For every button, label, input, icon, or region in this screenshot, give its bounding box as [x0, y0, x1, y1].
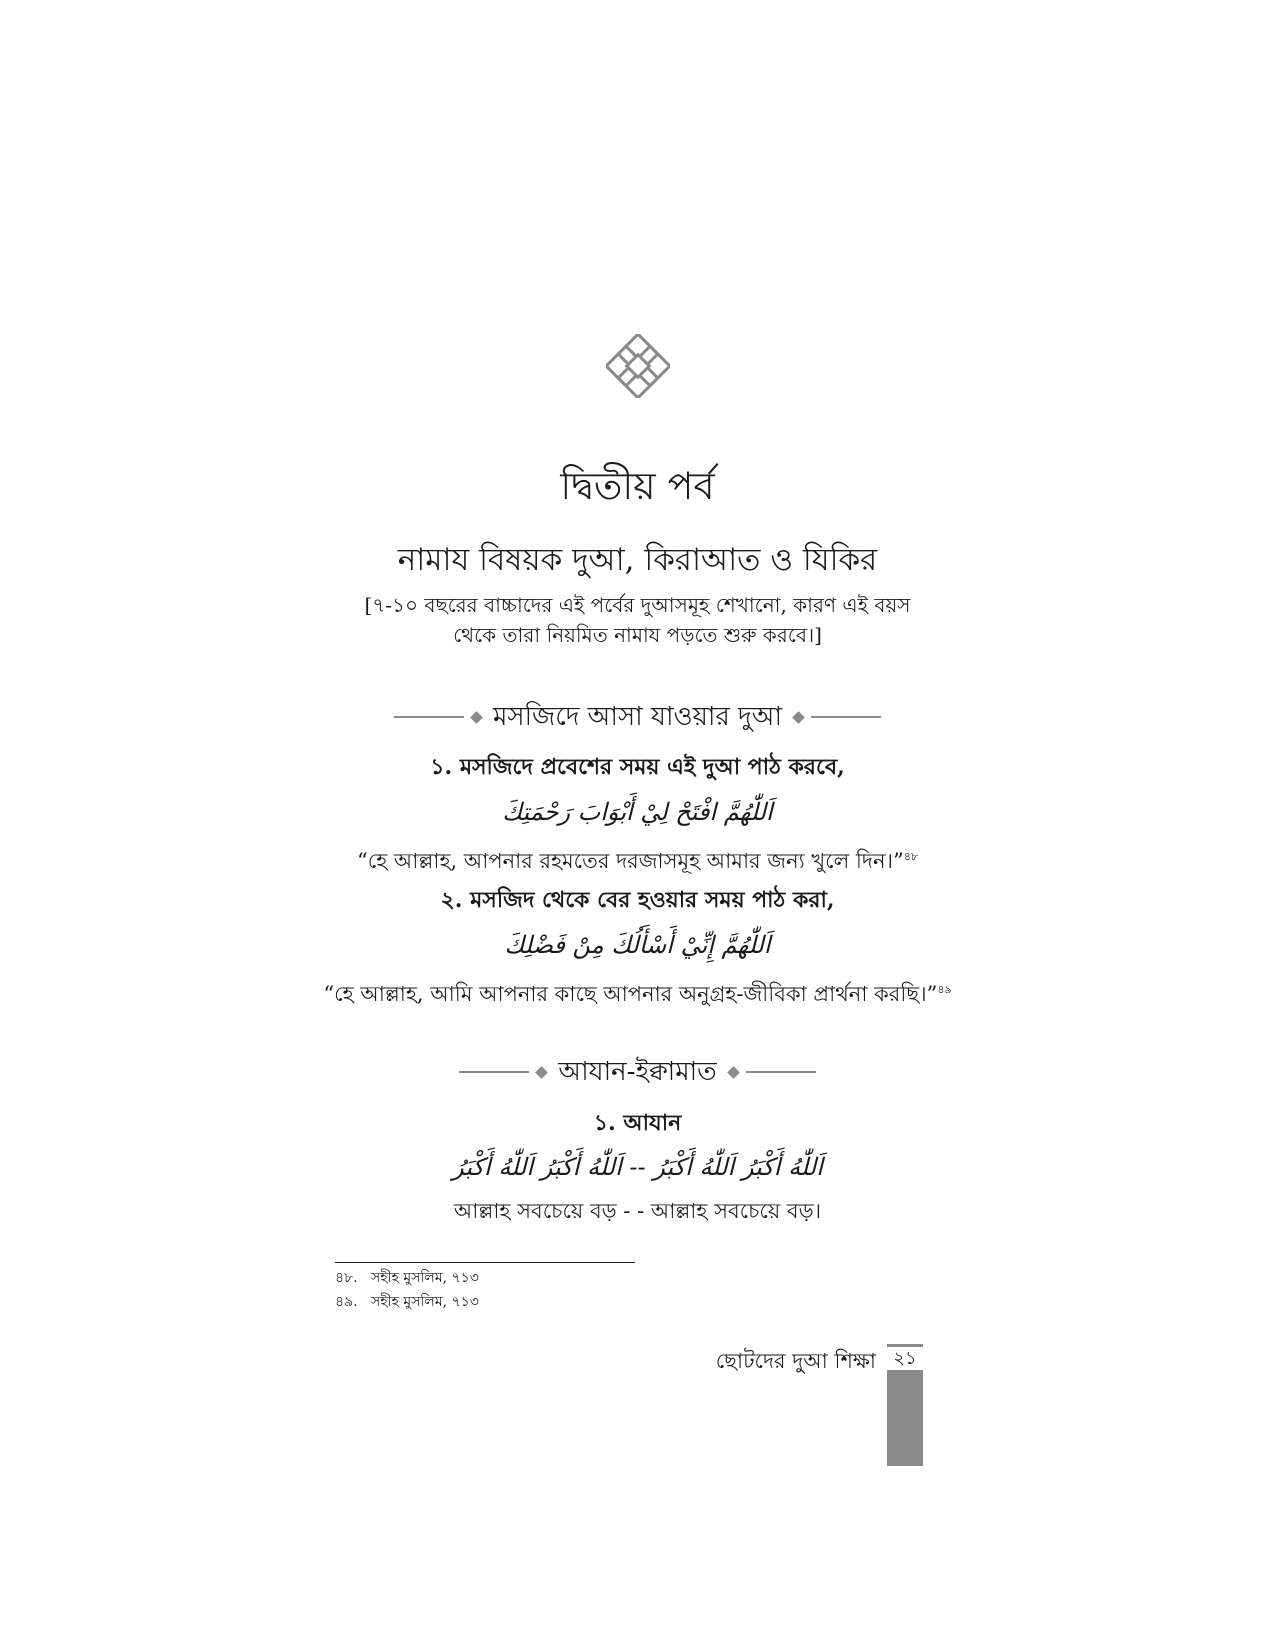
- arabic-dua: اَللّٰهُمَّ افْتَحْ لِيْ أَبْوَابَ رَحْمَتِكَ: [502, 798, 773, 826]
- dua-translation: [0, 842, 1275, 876]
- heading-rule-right: [746, 1071, 816, 1073]
- diamond-icon: [470, 711, 483, 724]
- part-note-line-2: থেকে তারা নিয়মিত নামায পড়তে শুরু করবে।]: [453, 623, 822, 647]
- azan-translation: আল্লাহ সবচেয়ে বড় - - আল্লাহ সবচেয়ে বড়।: [453, 1199, 822, 1223]
- heading-rule-left: [394, 716, 464, 718]
- diamond-icon: [792, 711, 805, 724]
- part-subtitle: নামায বিষয়ক দুআ, কিরাআত ও যিকির: [397, 542, 878, 578]
- footnote-rule: [335, 1262, 635, 1263]
- page-edge-tab: [887, 1370, 923, 1466]
- part-note-line-1: [৭-১০ বছরের বাচ্চাদের এই পর্বের দুআসমূহ শেখানো, কারণ এই বয়স: [364, 593, 911, 617]
- arabic-dua: اَللّٰهُمَّ إِنِّيْ أَسْأَلُكَ مِنْ فَضْلِكَ: [504, 931, 771, 959]
- diamond-icon: [535, 1066, 548, 1079]
- arabic-azan: اَللّٰهُ أَكْبَرُ اَللّٰهُ أَكْبَرُ -- اَللّٰهُ أَكْبَرُ اَللّٰهُ أَكْبَرُ: [452, 1153, 823, 1181]
- section-heading-label: মসজিদে আসা যাওয়ার দুআ: [492, 702, 783, 732]
- dua-translation: [0, 975, 1275, 1009]
- footnote: ৪৮. সহীহ মুসলিম, ৭১৩: [335, 1270, 479, 1286]
- part-title: দ্বিতীয় পর্ব: [560, 464, 715, 508]
- diamond-icon: [727, 1066, 740, 1079]
- section-heading-mosque: [0, 700, 1275, 734]
- part-note: [0, 590, 1275, 650]
- translation-text: “হে আল্লাহ, আমি আপনার কাছে আপনার অনুগ্রহ-জীবিকা প্রার্থনা করছি।”: [323, 982, 938, 1006]
- heading-rule-left: [459, 1071, 529, 1073]
- running-title: ছোটদের দুআ শিক্ষা: [715, 1349, 876, 1373]
- item-heading: ১. আযান: [593, 1110, 682, 1136]
- item-heading: ১. মসজিদে প্রবেশের সময় এই দুআ পাঠ করবে,: [430, 754, 845, 780]
- section-heading-label: আযান-ইক্বামাত: [558, 1057, 717, 1087]
- section-heading-azan: [0, 1055, 1275, 1089]
- footnote: ৪৯. সহীহ মুসলিম, ৭১৩: [335, 1294, 479, 1310]
- ornament-icon: [606, 334, 670, 398]
- page-number: ২১: [887, 1344, 923, 1371]
- heading-rule-right: [811, 716, 881, 718]
- footnote-ref: ৪৮: [903, 850, 919, 863]
- item-heading: ২. মসজিদ থেকে বের হওয়ার সময় পাঠ করা,: [440, 887, 835, 913]
- footnote-ref: ৪৯: [937, 983, 952, 996]
- translation-text: “হে আল্লাহ, আপনার রহমতের দরজাসমূহ আমার জন্য খুলে দিন।”: [356, 849, 904, 873]
